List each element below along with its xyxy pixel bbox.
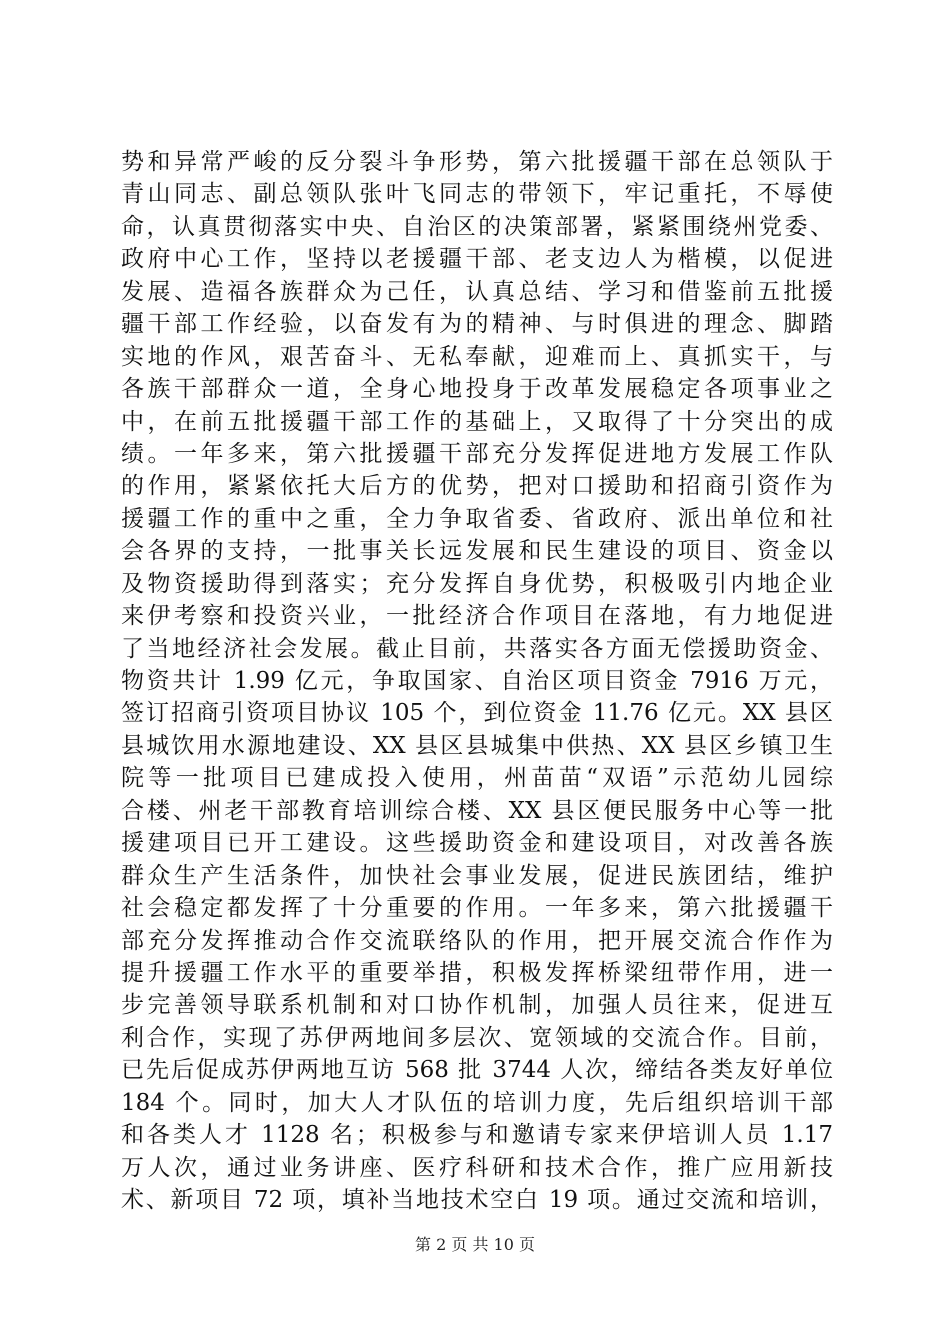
text-line: 术、新项目 72 项，填补当地技术空白 19 项。通过交流和培训， [121,1187,833,1213]
text-line: 步完善领导联系机制和对口协作机制，加强人员往来，促进互 [121,992,833,1019]
text-line: 疆干部工作经验，以奋发有为的精神、与时俱进的理念、脚踏 [121,311,833,338]
text-line: 援建项目已开工建设。这些援助资金和建设项目，对改善各族 [121,830,833,857]
text-line: 政府中心工作，坚持以老援疆干部、老支边人为楷模，以促进 [121,246,833,273]
text-line: 部充分发挥推动合作交流联络队的作用，把开展交流合作作为 [121,927,833,954]
text-line: 和各类人才 1128 名；积极参与和邀请专家来伊培训人员 1.17 [121,1122,833,1149]
text-line: 的作用，紧紧依托大后方的优势，把对口援助和招商引资作为 [121,473,833,500]
text-line: 中，在前五批援疆干部工作的基础上，又取得了十分突出的成 [121,408,833,435]
text-line: 院等一批项目已建成投入使用，州苗苗“双语”示范幼儿园综 [121,765,833,792]
body-paragraph [121,146,833,1216]
text-line: 合楼、州老干部教育培训综合楼、XX 县区便民服务中心等一批 [121,797,833,824]
text-line: 各族干部群众一道，全身心地投身于改革发展稳定各项事业之 [121,376,833,403]
text-line: 来伊考察和投资兴业，一批经济合作项目在落地，有力地促进 [121,603,833,630]
text-line: 物资共计 1.99 亿元，争取国家、自治区项目资金 7916 万元， [121,668,833,694]
text-line: 提升援疆工作水平的重要举措，积极发挥桥梁纽带作用，进一 [121,959,833,986]
text-line: 群众生产生活条件，加快社会事业发展，促进民族团结，维护 [121,862,833,889]
text-line: 已先后促成苏伊两地互访 568 批 3744 人次，缔结各类友好单位 [121,1057,833,1084]
text-line: 利合作，实现了苏伊两地间多层次、宽领域的交流合作。目前， [121,1024,833,1051]
text-line: 青山同志、副总领队张叶飞同志的带领下，牢记重托，不辱使 [121,181,833,208]
text-line: 援疆工作的重中之重，全力争取省委、省政府、派出单位和社 [121,505,833,532]
text-line: 会各界的支持，一批事关长远发展和民生建设的项目、资金以 [121,538,833,565]
text-line: 签订招商引资项目协议 105 个，到位资金 11.76 亿元。XX 县区 [121,700,833,727]
text-line: 184 个。同时，加大人才队伍的培训力度，先后组织培训干部 [121,1089,833,1116]
text-line: 发展、造福各族群众为己任，认真总结、学习和借鉴前五批援 [121,278,833,305]
text-line: 社会稳定都发挥了十分重要的作用。一年多来，第六批援疆干 [121,895,833,922]
text-line: 万人次，通过业务讲座、医疗科研和技术合作，推广应用新技 [121,1154,833,1181]
text-line: 绩。一年多来，第六批援疆干部充分发挥促进地方发展工作队 [121,440,833,467]
text-line: 命，认真贯彻落实中央、自治区的决策部署，紧紧围绕州党委、 [121,213,833,240]
text-line: 了当地经济社会发展。截止目前，共落实各方面无偿援助资金、 [121,635,833,662]
page-footer: 第 2 页 共 10 页 [415,1235,535,1254]
text-line: 及物资援助得到落实；充分发挥自身优势，积极吸引内地企业 [121,570,833,597]
text-line: 实地的作风，艰苦奋斗、无私奉献，迎难而上、真抓实干，与 [121,343,833,370]
text-line: 县城饮用水源地建设、XX 县区县城集中供热、XX 县区乡镇卫生 [121,732,833,759]
text-line: 势和异常严峻的反分裂斗争形势，第六批援疆干部在总领队于 [121,149,833,175]
